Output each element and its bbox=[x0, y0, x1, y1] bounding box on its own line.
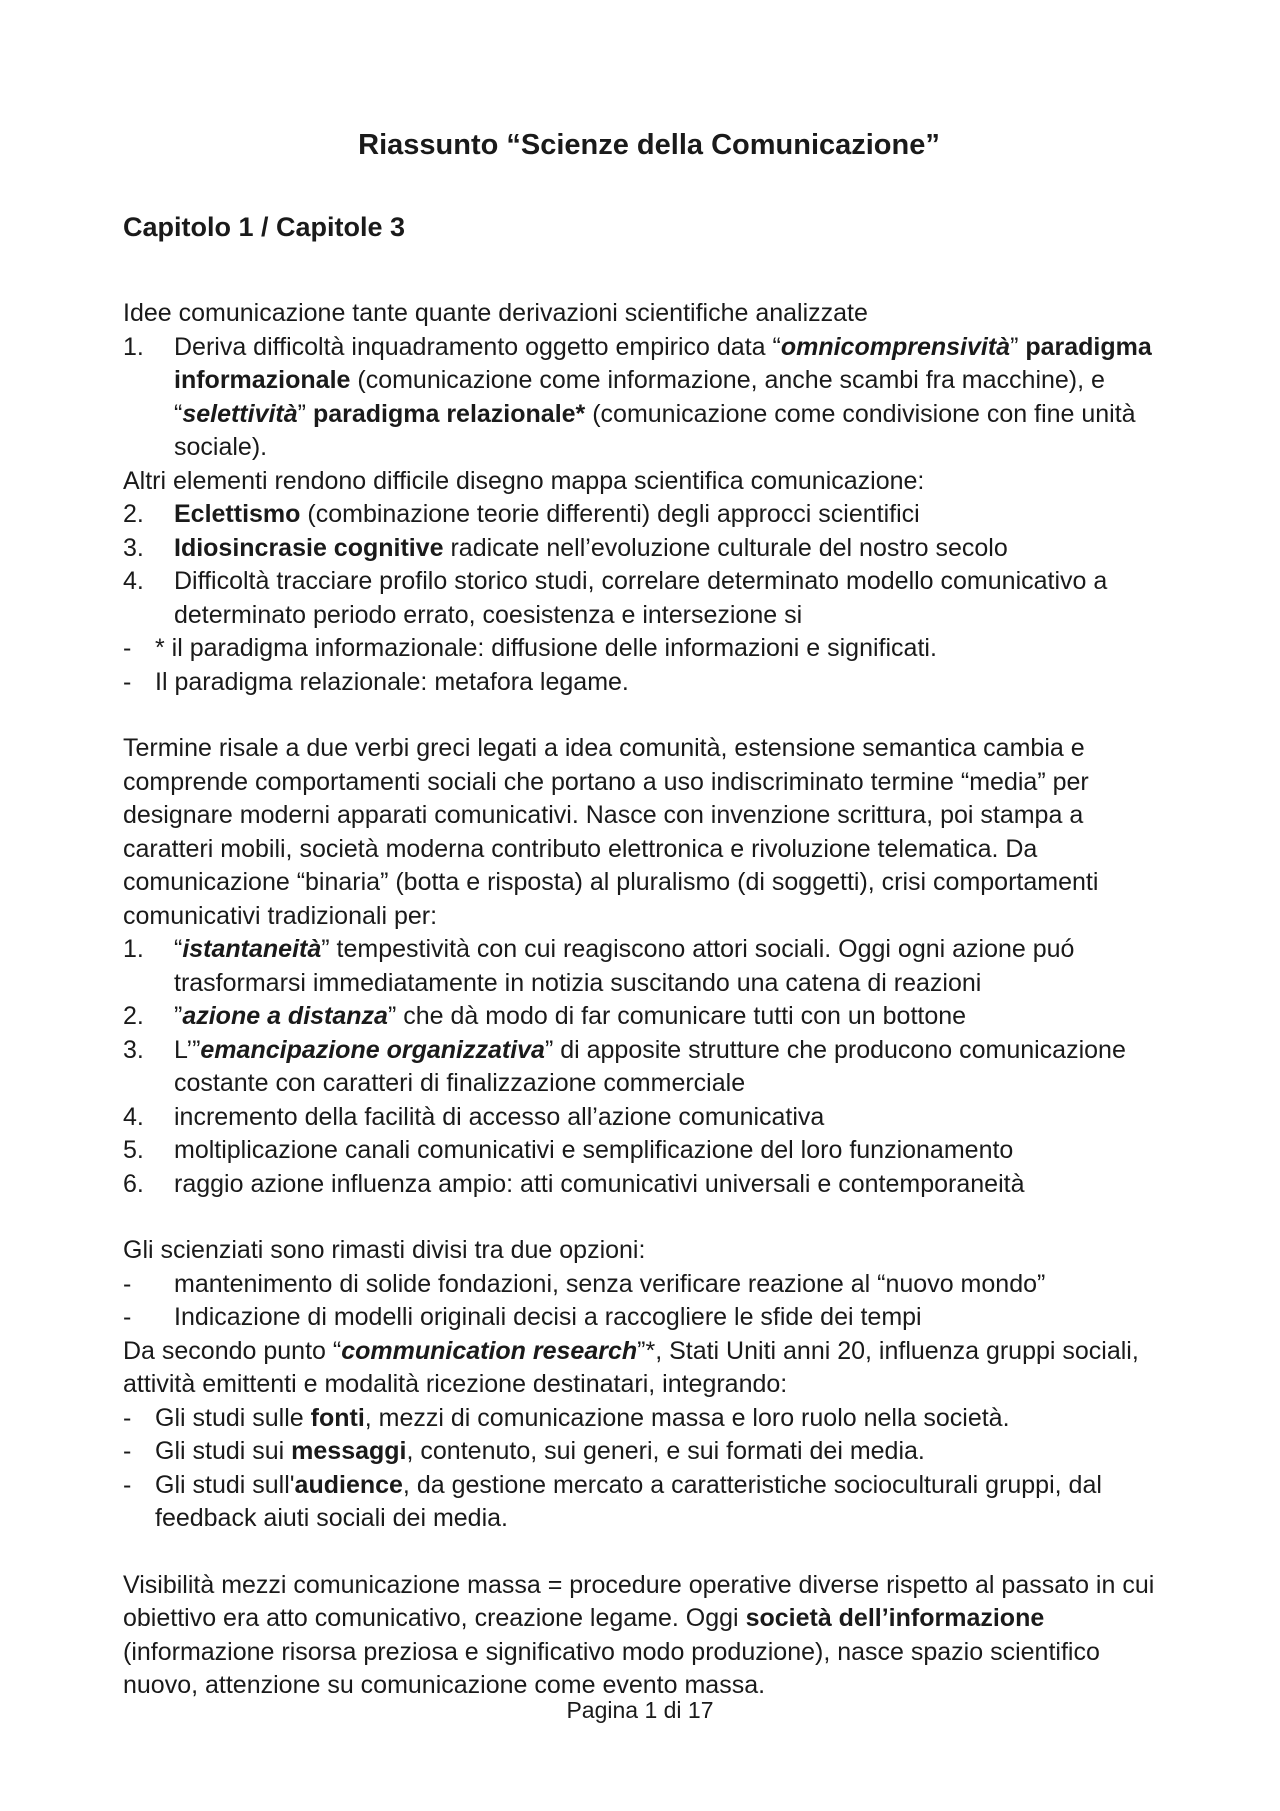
note-text: * il paradigma informazionale: diffusione delle informazioni e significati. bbox=[155, 634, 937, 662]
list-item bbox=[123, 331, 1175, 465]
list-item bbox=[123, 1168, 1175, 1202]
note-text: Il paradigma relazionale: metafora legame. bbox=[155, 667, 629, 696]
list-number: 1. bbox=[123, 935, 144, 963]
bold-term: Idiosincrasie cognitive bbox=[174, 533, 444, 562]
text-run: , da gestione mercato a caratteristiche socioculturali gruppi, dal feedback aiuti sociali dei media. bbox=[155, 1470, 1102, 1532]
chapter-heading: Capitolo 1 / Capitole 3 bbox=[123, 212, 406, 242]
list-number: 2. bbox=[123, 500, 144, 528]
list-number: 1. bbox=[123, 332, 144, 361]
text-run: “ bbox=[174, 935, 183, 963]
emphasis-term: omnicomprensività bbox=[780, 332, 1011, 361]
bold-term: audience bbox=[294, 1470, 403, 1499]
text-run: ” tempestività con cui reagiscono attori sociali. Oggi ogni azione puó trasformarsi immediatamente in notizia suscitando una catena di reazioni bbox=[174, 935, 1075, 997]
text-run: Gli studi sulle bbox=[155, 1403, 311, 1432]
text-run: radicate nell’evoluzione culturale del nostro secolo bbox=[443, 533, 1008, 562]
bold-term: messaggi bbox=[291, 1437, 407, 1465]
bold-term: paradigma relazionale* bbox=[312, 399, 586, 428]
text-run: ” bbox=[174, 1002, 183, 1030]
note-item bbox=[123, 666, 1175, 700]
page-content bbox=[123, 125, 1175, 1703]
text-run: Deriva difficoltà inquadramento oggetto empirico data “ bbox=[174, 332, 781, 361]
text-run: , contenuto, sui generi, e sui formati dei media. bbox=[406, 1437, 925, 1465]
text-run: (comunicazione come condivisione con fine unità sociale). bbox=[174, 399, 1136, 461]
scientists-intro: Gli scienziati sono rimasti divisi tra due opzioni: bbox=[123, 1236, 646, 1264]
bold-term: società dell’informazione bbox=[745, 1604, 1045, 1632]
text-run: ”*, Stati Uniti anni 20, influenza gruppi sociali, attività emittenti e modalità ricezione destinatari, integrando: bbox=[123, 1336, 1139, 1398]
paradigm-notes bbox=[123, 632, 1175, 699]
studies-list bbox=[123, 1402, 1175, 1536]
list-number: 2. bbox=[123, 1002, 144, 1030]
options-list bbox=[123, 1268, 1175, 1335]
list-item bbox=[123, 1000, 1175, 1034]
paradigm-list bbox=[123, 331, 1175, 465]
others-intro: Altri elementi rendono difficile disegno mappa scientifica comunicazione: bbox=[123, 466, 925, 495]
intro-line: Idee comunicazione tante quante derivazioni scientifiche analizzate bbox=[123, 299, 868, 327]
bold-term: paradigma informazionale bbox=[174, 332, 1152, 394]
option-item bbox=[123, 1268, 1175, 1302]
option-text: Indicazione di modelli originali decisi a raccogliere le sfide dei tempi bbox=[174, 1303, 922, 1331]
dash-marker: - bbox=[123, 1303, 132, 1331]
emphasis-term: selettività bbox=[182, 399, 298, 428]
list-item bbox=[123, 532, 1175, 566]
elements-list bbox=[123, 498, 1175, 632]
list-item bbox=[123, 933, 1175, 1000]
emphasis-term: azione a distanza bbox=[182, 1002, 388, 1030]
text-run: (comunicazione come informazione, anche scambi fra macchine), e “ bbox=[174, 366, 1105, 428]
crisis-list bbox=[123, 933, 1175, 1201]
document-title: Riassunto “Scienze della Comunicazione” bbox=[358, 129, 940, 161]
dash-marker: - bbox=[123, 1437, 132, 1465]
dash-marker: - bbox=[123, 667, 132, 696]
study-item bbox=[123, 1435, 1175, 1469]
research-paragraph bbox=[123, 1335, 1175, 1402]
text-run: ” bbox=[1010, 332, 1026, 361]
page-number-footer: Pagina 1 di 17 bbox=[566, 1697, 714, 1723]
option-item bbox=[123, 1301, 1175, 1335]
emphasis-term: communication research bbox=[341, 1336, 638, 1365]
study-item bbox=[123, 1402, 1175, 1436]
text-run: Visibilità mezzi comunicazione massa = procedure operative diverse rispetto al passato in cui obiettivo era atto comunicativo, creazione legame. Oggi bbox=[123, 1570, 1155, 1632]
list-number: 4. bbox=[123, 1102, 144, 1131]
list-number: 6. bbox=[123, 1169, 144, 1198]
text-run: Gli studi sull' bbox=[155, 1470, 295, 1499]
text-run: raggio azione influenza ampio: atti comunicativi universali e contemporaneità bbox=[174, 1169, 1025, 1198]
text-run: incremento della facilità di accesso all’azione comunicativa bbox=[174, 1102, 825, 1131]
dash-marker: - bbox=[123, 1403, 132, 1432]
term-origin-paragraph: Termine risale a due verbi greci legati a idea comunità, estensione semantica cambia e comprende comportamenti sociali che portano a uso indiscriminato termine “media” per designare moderni apparati comunicativi. Nasce con invenzione scrittura, poi stampa a caratteri mobili, società moderna contributo elettronica e rivoluzione telematica. Da comunicazione “binaria” (botta e risposta) al pluralismo (di soggetti), crisi comportamenti comunicativi tradizionali per: bbox=[123, 734, 1099, 930]
bold-term: Eclettismo bbox=[174, 500, 301, 528]
text-run: ” di apposite strutture che producono comunicazione costante con caratteri di finalizzazione commerciale bbox=[174, 1035, 1126, 1097]
dash-marker: - bbox=[123, 1470, 132, 1499]
text-run: Da secondo punto “ bbox=[123, 1336, 342, 1365]
list-number: 4. bbox=[123, 567, 144, 595]
list-item bbox=[123, 1134, 1175, 1168]
option-text: mantenimento di solide fondazioni, senza verificare reazione al “nuovo mondo” bbox=[174, 1269, 1046, 1298]
text-run: , mezzi di comunicazione massa e loro ruolo nella società. bbox=[364, 1403, 1010, 1432]
text-run: ” bbox=[297, 399, 313, 428]
text-run: moltiplicazione canali comunicativi e semplificazione del loro funzionamento bbox=[174, 1136, 1014, 1164]
dash-marker: - bbox=[123, 634, 132, 662]
text-run: (informazione risorsa preziosa e significativo modo produzione), nasce spazio scientifico nuovo, attenzione su comunicazione come evento massa. bbox=[123, 1637, 1100, 1699]
text-run: Difficoltà tracciare profilo storico studi, correlare determinato modello comunicativo a determinato periodo errato, coesistenza e intersezione si bbox=[174, 567, 1108, 629]
emphasis-term: emancipazione organizzativa bbox=[200, 1035, 545, 1064]
list-item bbox=[123, 498, 1175, 532]
dash-marker: - bbox=[123, 1269, 132, 1298]
list-number: 3. bbox=[123, 1035, 144, 1064]
list-number: 3. bbox=[123, 533, 144, 562]
list-item bbox=[123, 1034, 1175, 1101]
text-run: L’” bbox=[174, 1035, 201, 1064]
text-run: Gli studi sui bbox=[155, 1437, 292, 1465]
emphasis-term: istantaneità bbox=[182, 935, 322, 963]
study-item bbox=[123, 1469, 1175, 1536]
note-item bbox=[123, 632, 1175, 666]
list-item bbox=[123, 565, 1175, 632]
final-paragraph bbox=[123, 1569, 1175, 1703]
list-item bbox=[123, 1101, 1175, 1135]
list-number: 5. bbox=[123, 1136, 144, 1164]
text-run: ” che dà modo di far comunicare tutti con un bottone bbox=[387, 1002, 967, 1030]
bold-term: fonti bbox=[310, 1403, 365, 1432]
text-run: (combinazione teorie differenti) degli approcci scientifici bbox=[300, 500, 920, 528]
